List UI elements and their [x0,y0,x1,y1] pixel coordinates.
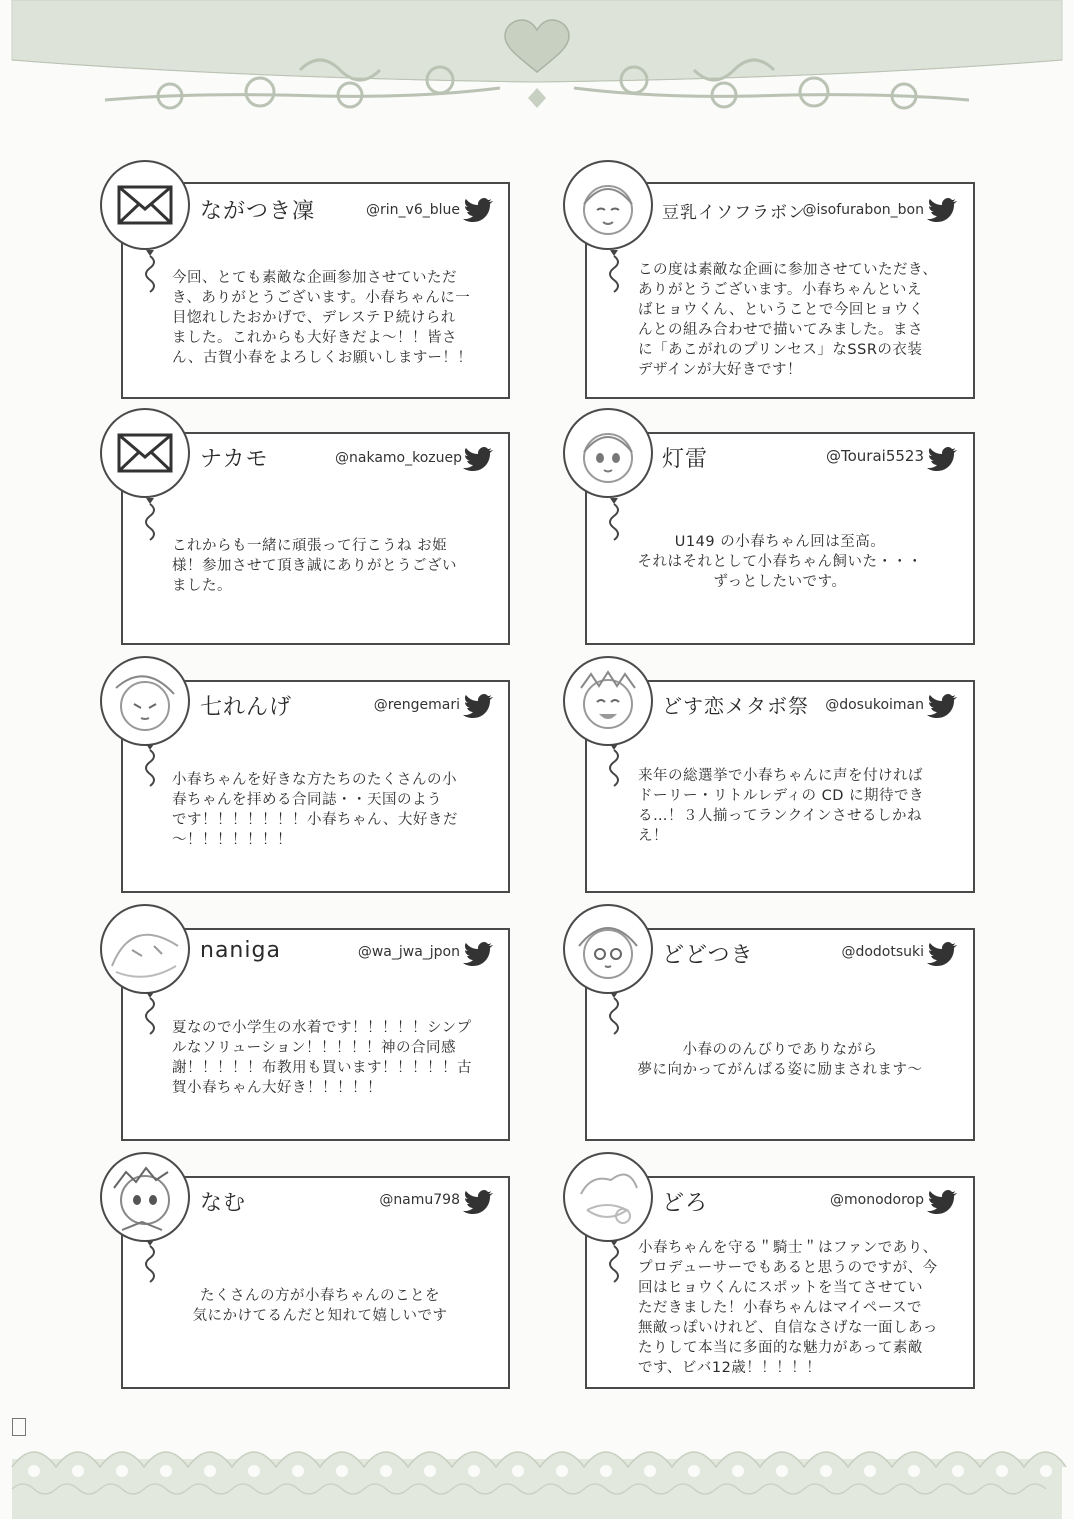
message-text: U149 の小春ちゃん回は至高。 それはそれとして小春ちゃん飼いた・・・ ずっとしたいです。 [637,534,923,590]
twitter-handle[interactable]: @wa_jwa_jpon [357,944,460,960]
balloon-string [140,496,160,544]
author-name: 豆乳イソフラボン [662,203,806,223]
message-text: たくさんの方が小春ちゃんのことを 気にかけてるんだと知れて嬉しいです [192,1288,448,1324]
lace-footer-ornament [0,1419,1074,1519]
balloon-string [140,990,160,1038]
twitter-handle[interactable]: @dosukoiman [825,697,924,713]
balloon-string [140,742,160,790]
message-text: 小春ののんびりでありながら 夢に向かってがんばる姿に励まされます〜 [637,1042,923,1078]
twitter-handle[interactable]: @isofurabon_bon [802,202,924,218]
twitter-bird-icon [463,942,493,966]
twitter-bird-icon [463,447,493,471]
balloon-string [604,990,624,1038]
character-portrait-icon [565,906,651,992]
author-name: どろ [662,1191,709,1216]
author-name: ながつき凜 [200,199,316,224]
message-text: これからも一緒に頑張って行こうね お姫 様！参加させて頂き誠にありがとうござい ました。 [172,538,457,594]
avatar [100,160,190,250]
avatar [563,408,653,498]
envelope-icon [117,433,173,473]
twitter-bird-icon [927,447,957,471]
character-portrait-icon [565,162,651,248]
twitter-bird-icon [927,1190,957,1214]
balloon-string [140,1238,160,1286]
balloon-string [140,248,160,296]
message-text: 今回、とても素敵な企画参加させていただ き、ありがとうございます。小春ちゃんに一 目惚れしたおかげで、デレステＰ続けられ ました。これからも大好きだよ〜！！皆さ ん、古賀小春をよろしくお願いしますー！！ [172,270,473,366]
message-text: 小春ちゃんを守る＂騎士＂はファンであり、 プロデューサーでもあると思うのですが、今 回はヒョウくんにスポットを当てさせてい ただきました！小春ちゃんはマイペースで 無敵っぽいけれど、自信なさげな一面しあっ たりして本当に多面的な魅力があって素敵 です、ビバ12歳！！！！！ [638,1240,938,1376]
avatar [563,656,653,746]
twitter-handle[interactable]: @dodotsuki [841,944,924,960]
twitter-handle[interactable]: @Tourai5523 [826,447,924,465]
author-name: naniga [200,938,281,963]
author-name: ナカモ [200,447,269,472]
avatar [100,904,190,994]
balloon-string [604,742,624,790]
envelope-icon [117,185,173,225]
twitter-bird-icon [927,694,957,718]
avatar [100,408,190,498]
twitter-bird-icon [463,198,493,222]
avatar [100,1152,190,1242]
twitter-handle[interactable]: @rengemari [373,697,460,713]
author-name: 七れんげ [200,695,293,720]
avatar [563,1152,653,1242]
twitter-handle[interactable]: @namu798 [379,1192,460,1208]
character-portrait-icon [102,906,188,992]
balloon-string [604,1238,624,1286]
twitter-bird-icon [463,1190,493,1214]
character-portrait-icon [102,1154,188,1240]
character-portrait-icon [102,658,188,744]
twitter-handle[interactable]: @monodorop [830,1192,924,1208]
avatar [100,656,190,746]
twitter-handle[interactable]: @rin_v6_blue [366,202,460,218]
message-text: 小春ちゃんを好きな方たちのたくさんの小 春ちゃんを拝める合同誌・・天国のよう です！！！！！！！小春ちゃん、大好きだ 〜！！！！！！！ [172,772,458,848]
message-text: 夏なので小学生の水着です！！！！！シンプ ルなソリューション！！！！！神の合同感 謝！！！！！布教用も買います！！！！！古 賀小春ちゃん大好き！！！！！ [172,1020,472,1096]
character-portrait-icon [565,1154,651,1240]
avatar [563,904,653,994]
author-name: どす恋メタボ祭 [662,694,809,718]
twitter-handle[interactable]: @nakamo_kozuep [335,450,462,466]
character-portrait-icon [565,658,651,744]
twitter-bird-icon [463,694,493,718]
avatar [563,160,653,250]
character-portrait-icon [565,410,651,496]
header-ornament [0,0,1074,140]
twitter-bird-icon [927,198,957,222]
author-name: どどつき [662,943,754,968]
author-name: なむ [200,1191,247,1216]
message-text: 来年の総選挙で小春ちゃんに声を付ければ ドーリー・リトルレディの CD に期待でき る…！３人揃ってランクインさせるしかね え！ [638,768,924,844]
message-text: この度は素敵な企画に参加させていただき、 ありがとうございます。小春ちゃんといえ ばヒョウくん、ということで今回ヒョウく んとの組み合わせで描いてみました。まさ に「あこがれのプリンセス」なSSRの衣装 デザインが大好きです！ [638,262,938,378]
author-name: 灯雷 [662,447,709,472]
twitter-bird-icon [927,942,957,966]
balloon-string [604,248,624,296]
